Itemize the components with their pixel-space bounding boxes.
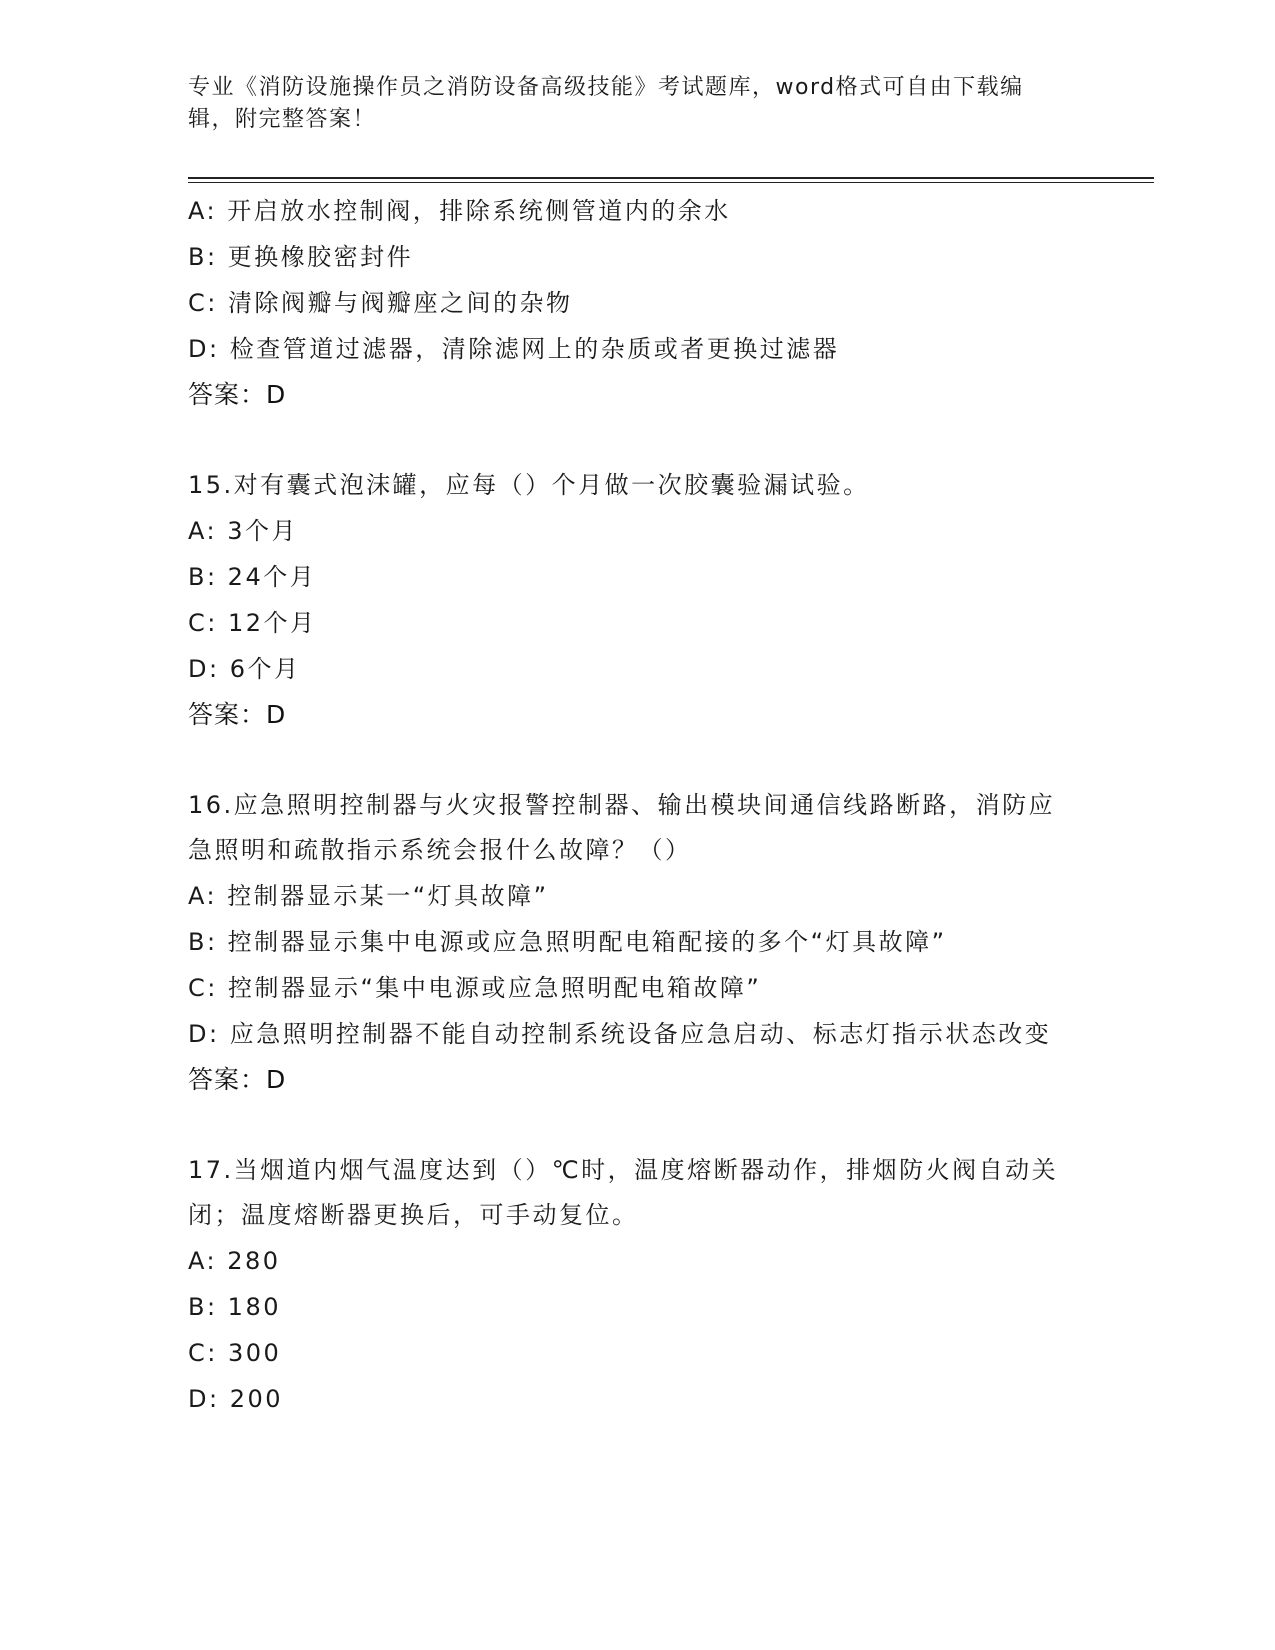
question-15 [188,463,1078,738]
answer: 答案：D [188,380,287,409]
option-c: C: 控制器显示“集中电源或应急照明配电箱故障” [188,974,762,1002]
question-stem: 16.应急照明控制器与火灾报警控制器、输出模块间通信线路断路，消防应急照明和疏散指示系统会报什么故障？（） [188,791,1056,864]
option-b: B: 控制器显示集中电源或应急照明配电箱配接的多个“灯具故障” [188,928,947,956]
question-stem: 17.当烟道内烟气温度达到（）℃时，温度熔断器动作，排烟防火阀自动关闭；温度熔断器更换后，可手动复位。 [188,1156,1059,1229]
option-a: A: 开启放水控制阀，排除系统侧管道内的余水 [188,197,731,225]
document-header: 专业《消防设施操作员之消防设备高级技能》考试题库，word格式可自由下载编辑，附完整答案！ [188,75,1024,132]
option-b: B: 更换橡胶密封件 [188,243,414,271]
option-b: B: 24个月 [188,563,317,591]
header-divider-thin [188,182,1154,183]
answer: 答案：D [188,1065,287,1094]
option-c: C: 12个月 [188,609,317,637]
option-d: D: 6个月 [188,655,301,683]
answer: 答案：D [188,700,287,729]
question-14 [188,188,1078,418]
option-d: D: 200 [188,1385,284,1413]
option-d: D: 应急照明控制器不能自动控制系统设备应急启动、标志灯指示状态改变 [188,1020,1052,1048]
header-divider [188,177,1154,179]
option-a: A: 控制器显示某一“灯具故障” [188,882,549,910]
option-c: C: 清除阀瓣与阀瓣座之间的杂物 [188,289,573,317]
option-a: A: 3个月 [188,517,298,545]
option-c: C: 300 [188,1339,282,1367]
option-d: D: 检查管道过滤器，清除滤网上的杂质或者更换过滤器 [188,335,840,363]
question-list [188,188,1078,1422]
option-b: B: 180 [188,1293,281,1321]
question-16 [188,783,1078,1103]
option-a: A: 280 [188,1247,281,1275]
question-17 [188,1148,1078,1422]
question-stem: 15.对有囊式泡沫罐，应每（）个月做一次胶囊验漏试验。 [188,471,870,499]
